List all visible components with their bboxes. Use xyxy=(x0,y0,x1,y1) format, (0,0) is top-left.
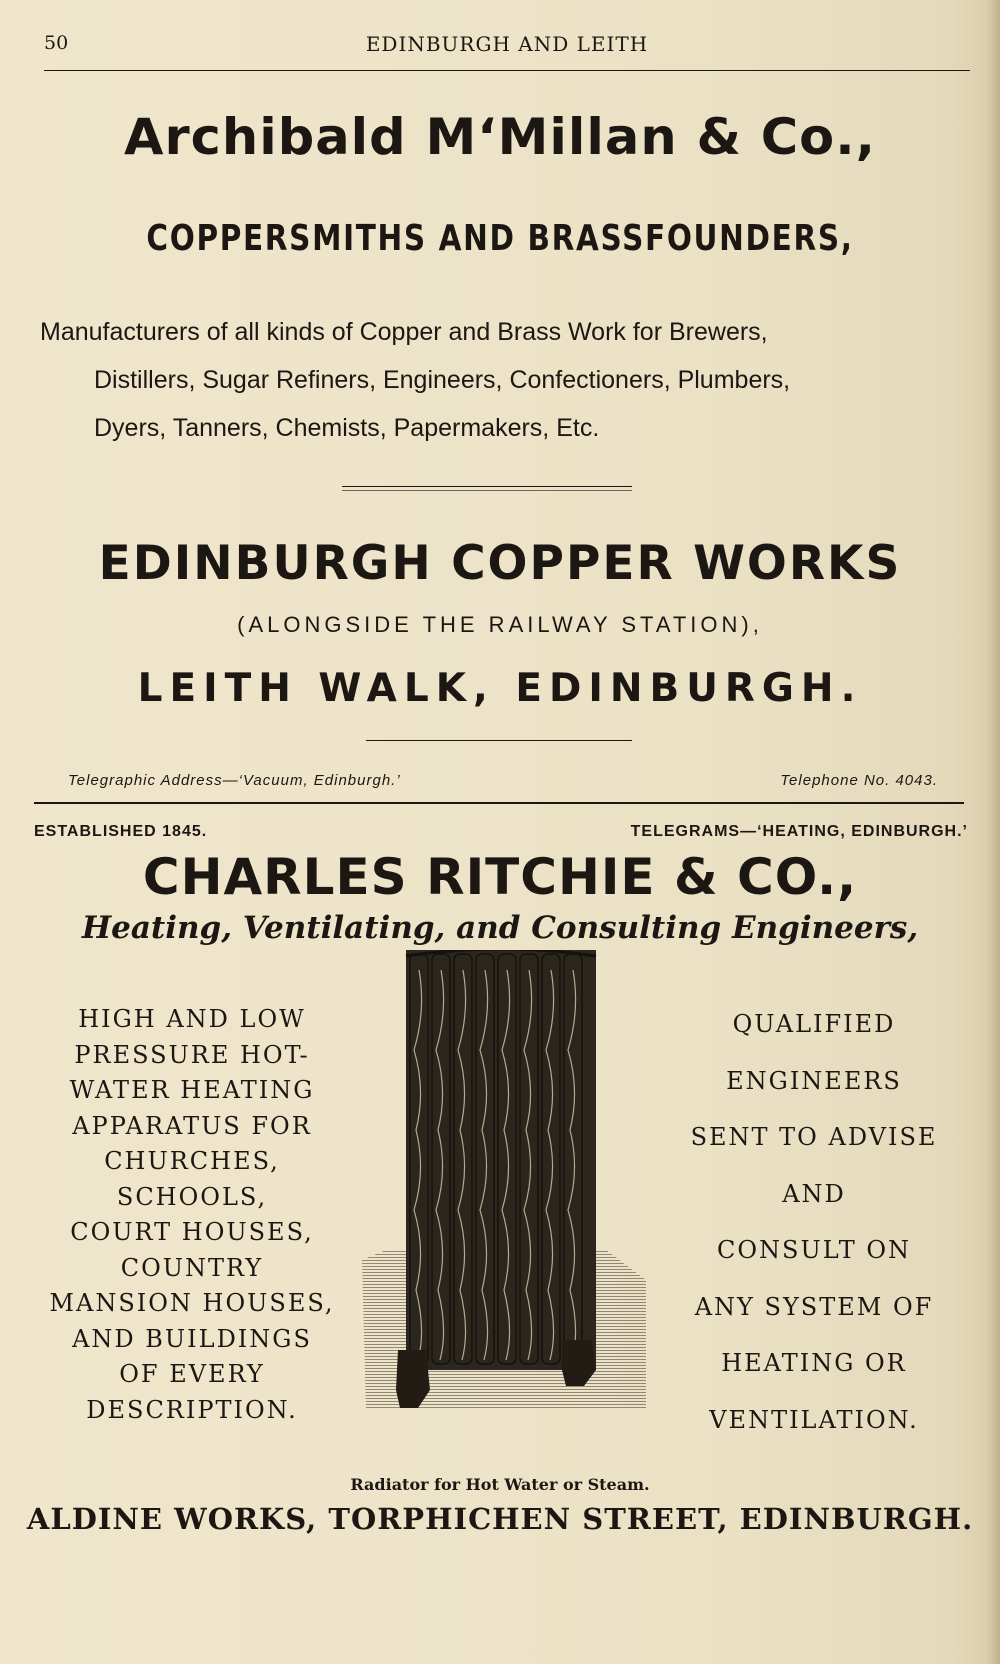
services-line: APPARATUS FOR xyxy=(72,1111,312,1140)
mcmillan-description xyxy=(40,308,970,452)
description-line: Dyers, Tanners, Chemists, Papermakers, Etc. xyxy=(94,414,600,442)
consulting-line: SENT TO ADVISE xyxy=(690,1123,938,1151)
ritchie-subtitle: Heating, Ventilating, and Consulting Engineers, xyxy=(81,910,919,946)
services-line: HIGH AND LOW xyxy=(78,1005,306,1033)
divider-short xyxy=(342,486,632,487)
running-head: EDINBURGH AND LEITH xyxy=(365,32,649,56)
consulting-line: HEATING OR xyxy=(721,1349,907,1377)
consulting-line: ENGINEERS xyxy=(726,1066,902,1095)
description-line: Manufacturers of all kinds of Copper and Brass Work for Brewers, xyxy=(40,318,768,346)
divider-short xyxy=(366,740,632,741)
telephone-number: Telephone No. 4043. xyxy=(780,772,938,789)
services-line: COUNTRY xyxy=(120,1253,264,1282)
telegraphic-address: Telegraphic Address—‘Vacuum, Edinburgh.’ xyxy=(68,772,401,789)
consulting-line: QUALIFIED xyxy=(732,1010,896,1038)
divider-short xyxy=(342,490,632,491)
ritchie-title: CHARLES RITCHIE & CO., xyxy=(142,848,858,906)
established-label: ESTABLISHED 1845. xyxy=(34,823,208,840)
consulting-line: ANY SYSTEM OF xyxy=(694,1292,934,1321)
services-line: CHURCHES, xyxy=(104,1147,280,1175)
radiator-illustration xyxy=(356,950,648,1470)
services-line: MANSION HOUSES, xyxy=(49,1289,335,1317)
copper-works-title: EDINBURGH COPPER WORKS xyxy=(98,536,902,591)
illustration-caption: Radiator for Hot Water or Steam. xyxy=(350,1475,650,1494)
page-number: 50 xyxy=(44,32,69,54)
page-header xyxy=(44,32,970,60)
services-line: PRESSURE HOT- xyxy=(74,1040,310,1069)
mcmillan-subtitle: COPPERSMITHS AND BRASSFOUNDERS, xyxy=(146,218,854,259)
telegrams-label: TELEGRAMS—‘HEATING, EDINBURGH.’ xyxy=(630,823,968,840)
services-line: WATER HEATING xyxy=(69,1076,315,1104)
header-rule xyxy=(44,70,970,71)
mcmillan-title: Archibald M‘Millan & Co., xyxy=(123,108,877,166)
services-line: OF EVERY xyxy=(119,1360,265,1388)
services-column xyxy=(26,1002,358,1428)
services-line: COURT HOUSES, xyxy=(70,1218,314,1246)
ritchie-header-row xyxy=(34,823,968,845)
section-rule xyxy=(34,802,964,804)
ritchie-address: ALDINE WORKS, TORPHICHEN STREET, EDINBURGH. xyxy=(26,1502,974,1536)
contact-row xyxy=(68,772,938,796)
services-line: AND BUILDINGS xyxy=(72,1324,312,1353)
services-line: SCHOOLS, xyxy=(116,1182,268,1211)
copper-works-address: LEITH WALK, EDINBURGH. xyxy=(137,666,863,711)
consulting-line: AND xyxy=(782,1179,846,1208)
description-line: Distillers, Sugar Refiners, Engineers, Confectioners, Plumbers, xyxy=(94,366,791,394)
consulting-line: VENTILATION. xyxy=(709,1405,919,1434)
page-edge-shadow xyxy=(986,0,1000,1664)
copper-works-location: (ALONGSIDE THE RAILWAY STATION), xyxy=(237,612,763,637)
consulting-column xyxy=(648,996,980,1448)
services-line: DESCRIPTION. xyxy=(86,1395,298,1424)
consulting-line: CONSULT ON xyxy=(717,1236,911,1264)
